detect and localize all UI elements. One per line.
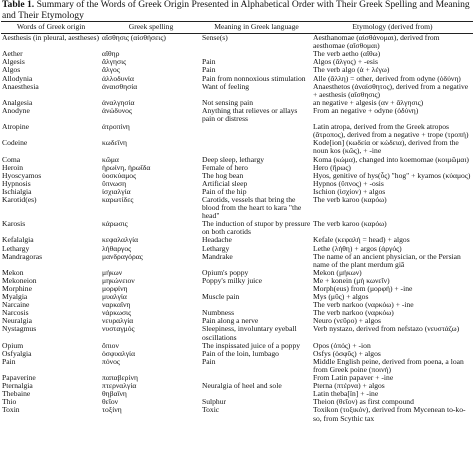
table-row: [1, 139, 473, 155]
table-row: [1, 50, 473, 58]
cell-etymology: Hero (ἥρως): [313, 163, 351, 172]
cell-meaning: Poppy's milky juice: [202, 276, 263, 285]
table-row: [1, 58, 473, 66]
cell-word: Anaesthesia: [2, 82, 39, 91]
cell-greek: ὕπνωση: [102, 179, 127, 188]
cell-meaning: Pain of the hip: [202, 187, 247, 196]
cell-word: Analgesia: [2, 98, 33, 107]
cell-etymology: From an negative + odyne (ὀδύνη): [313, 106, 419, 115]
table-row: [1, 350, 473, 358]
cell-greek: ἀνώδυνος: [102, 106, 132, 115]
cell-word: Algesis: [2, 58, 25, 67]
cell-etymology: Kefale (κεφαλή = head) + algos: [313, 236, 410, 245]
header-meaning: Meaning in Greek language: [201, 22, 312, 34]
table-row: [1, 309, 473, 317]
cell-greek: νυσταγμός: [102, 325, 135, 334]
cell-greek: μορφίνη: [102, 285, 128, 293]
cell-greek: μηκώνειον: [102, 276, 135, 285]
cell-word: Mekoneion: [2, 276, 37, 285]
cell-greek: κάρωσις: [102, 220, 128, 229]
cell-word: Aesthesis (in pleural, aestheses): [2, 33, 100, 43]
table-row: [1, 342, 473, 350]
cell-meaning: Sleepiness, involuntary eyeball oscillations: [202, 325, 297, 342]
table-row: [1, 253, 473, 269]
cell-meaning: Sense(s): [202, 33, 228, 43]
cell-greek: ὀσφυαλγία: [102, 349, 136, 358]
cell-etymology: Koma (κώμα), changed into koemomae (κοιμῶμαι): [313, 155, 469, 164]
cell-word: Codeine: [2, 139, 28, 148]
table-row: [1, 156, 473, 164]
cell-meaning: Deep sleep, lethargy: [202, 155, 265, 164]
table-header: [1, 22, 473, 34]
cell-meaning: [201, 390, 312, 398]
table-row: [1, 164, 473, 172]
table-row: [1, 293, 473, 301]
cell-etymology: Mekon (μήκων): [313, 268, 362, 277]
cell-greek: ἄλγησις: [102, 58, 127, 67]
etymology-table: [1, 21, 473, 423]
caption-label: Table 1.: [2, 0, 35, 10]
cell-etymology: The name of an ancient physician, or the Persian name of the plant merdum giā: [313, 252, 461, 269]
cell-word: Opium: [2, 341, 24, 350]
cell-greek: ἀναλγησία: [102, 98, 135, 107]
table-row: [1, 269, 473, 277]
cell-word: Pain: [2, 357, 16, 366]
cell-etymology: The verb karoo (καρόω): [313, 195, 387, 204]
cell-etymology: Middle English peine, derived from poena, a loan from Greek poine (ποινή): [313, 357, 464, 374]
cell-word: Narcaine: [2, 301, 30, 310]
cell-meaning: [201, 374, 312, 382]
cell-meaning: Sulphur: [202, 398, 227, 407]
cell-meaning: Pain along a nerve: [202, 317, 259, 326]
table-row: [1, 188, 473, 196]
cell-meaning: Pain: [202, 357, 216, 366]
cell-etymology: Osfys (ὀσφῦς) + algos: [313, 349, 381, 358]
table-row: [1, 285, 473, 293]
cell-etymology: an negative + algesis (αν + ἄλγησις): [313, 98, 424, 107]
cell-word: Papaverine: [2, 374, 36, 383]
cell-greek: ἀτροπίνη: [102, 123, 130, 132]
cell-meaning: Opium's poppy: [202, 268, 249, 277]
cell-word: Allodynia: [2, 74, 33, 83]
cell-meaning: Pain: [202, 58, 216, 67]
cell-greek: νευραλγία: [102, 317, 134, 326]
cell-greek: θεῖον: [102, 398, 119, 407]
table-row: [1, 301, 473, 309]
cell-meaning: [201, 50, 312, 58]
cell-meaning: Pain from nonnoxious stimulation: [202, 74, 306, 83]
cell-meaning: Neuralgia of heel and sole: [202, 382, 282, 391]
cell-meaning: Female of hero: [202, 163, 248, 172]
header-words: Words of Greek origin: [1, 22, 101, 34]
cell-meaning: Artificial sleep: [202, 179, 248, 188]
table-row: [1, 107, 473, 123]
cell-greek: αἴσθησις (αἰσθήσεις): [102, 33, 166, 43]
cell-word: Atropine: [2, 123, 29, 132]
cell-word: Toxin: [2, 406, 20, 415]
cell-meaning: [201, 285, 312, 293]
cell-etymology: Neuro (νεῦρο) + algos: [313, 317, 382, 326]
cell-etymology: Latin theba[ïn] + -ine: [313, 390, 379, 399]
cell-etymology: Me + konein (μὴ κωνεῖν): [313, 276, 390, 285]
cell-meaning: [201, 139, 312, 155]
table-row: [1, 245, 473, 253]
table-row: [1, 317, 473, 325]
cell-greek: ὑοσκύαμος: [102, 171, 137, 180]
cell-greek: ἰσχιαλγία: [102, 187, 131, 196]
table-row: [1, 390, 473, 398]
cell-meaning: Want of feeling: [202, 82, 250, 91]
cell-greek: καρωτίδες: [102, 195, 134, 204]
header-greek-spelling: Greek spelling: [101, 22, 201, 34]
cell-etymology: The verb narkoo (ναρκόω): [313, 309, 394, 318]
cell-etymology: Verb nystazo, derived from nefstazo (νευστάζω): [313, 325, 460, 334]
cell-etymology: Morph(eus) from (μορφή) + -ine: [313, 285, 413, 293]
table-row: [1, 34, 473, 51]
cell-meaning: Numbness: [202, 309, 235, 318]
cell-greek: ἄλγος: [102, 66, 120, 75]
table-row: [1, 172, 473, 180]
table-row: [1, 196, 473, 220]
table-row: [1, 406, 473, 422]
cell-greek: πτερναλγία: [102, 382, 137, 391]
cell-meaning: Pain: [202, 66, 216, 75]
cell-word: Nystagmus: [2, 325, 37, 334]
cell-meaning: Headache: [202, 236, 232, 245]
cell-word: Thebaine: [2, 390, 31, 399]
cell-meaning: Muscle pain: [202, 293, 240, 302]
table-body: [1, 34, 473, 423]
table-row: [1, 358, 473, 374]
table-row: [1, 123, 473, 139]
cell-etymology: Lethe (λήθη) + argos (ἀργός): [313, 244, 402, 253]
cell-greek: πόνος: [102, 357, 120, 366]
table-row: [1, 374, 473, 382]
cell-word: Hyoscyamos: [2, 171, 42, 180]
cell-meaning: Pain of the loin, lumbago: [202, 349, 279, 358]
caption-text: Summary of the Words of Greek Origin Presented in Alphabetical Order with Their Greek Spelling and Meaning and Their Etymology: [2, 0, 470, 21]
cell-word: Heroin: [2, 163, 24, 172]
cell-greek: ὄπιον: [102, 341, 119, 350]
table-row: [1, 75, 473, 83]
table-row: [1, 66, 473, 74]
cell-meaning: The inspissated juice of a poppy: [202, 341, 301, 350]
cell-meaning: Toxic: [202, 406, 220, 415]
cell-greek: κεφαλαλγία: [102, 236, 139, 245]
cell-etymology: The verb karoo (καρόω): [313, 220, 387, 229]
table-row: [1, 382, 473, 390]
cell-word: Karotid(es): [2, 195, 37, 204]
cell-word: Coma: [2, 155, 21, 164]
cell-word: Pternalgia: [2, 382, 33, 391]
cell-word: Lethargy: [2, 244, 30, 253]
table-caption: [0, 0, 474, 21]
cell-greek: μανδραγόρας: [102, 252, 143, 261]
cell-greek: ναρκαΐνη: [102, 301, 131, 310]
cell-word: Algos: [2, 66, 21, 75]
table-row: [1, 99, 473, 107]
table-row: [1, 220, 473, 236]
cell-greek: θηβαΐνη: [102, 390, 127, 399]
cell-word: Ischialgia: [2, 187, 32, 196]
cell-etymology: Ischion (ἰσχίον) + algos: [313, 187, 386, 196]
cell-word: Narcosis: [2, 309, 29, 318]
cell-etymology: Theion (θεῖον) as first compound: [313, 398, 414, 407]
table-row: [1, 83, 473, 99]
cell-greek: αἴθηρ: [102, 50, 120, 59]
cell-etymology: Alle (ἄλλη) = other, derived from odyne (ὀδύνη): [313, 74, 461, 83]
cell-greek: τοξίνη: [102, 406, 122, 415]
cell-greek: ἡρωίνη, ἡρωΐδα: [102, 163, 151, 172]
cell-etymology: Anaesthetos (ἀναίσθητος), derived from a negative + aesthesis (αἴσθησις): [313, 82, 469, 99]
cell-meaning: The hog bean: [202, 171, 244, 180]
cell-etymology: Toxikon (τοξικόν), derived from Mycenean to-ko-so, from Scythic tax: [313, 406, 466, 423]
cell-word: Morphine: [2, 285, 32, 293]
table-row: [1, 180, 473, 188]
table-row: [1, 325, 473, 341]
cell-word: Karosis: [2, 220, 26, 229]
table-row: [1, 277, 473, 285]
cell-word: Mekon: [2, 268, 24, 277]
cell-greek: ἀναισθησία: [102, 82, 138, 91]
cell-etymology: Pterna (πτέρνα) + algos: [313, 382, 385, 391]
header-row: [1, 22, 473, 34]
cell-word: Anodyne: [2, 106, 30, 115]
cell-greek: μυαλγία: [102, 293, 127, 302]
cell-etymology: From Latin papaver + -ine: [313, 374, 394, 383]
cell-etymology: Mys (μῦς) + algos: [313, 293, 369, 302]
cell-meaning: [201, 301, 312, 309]
table-row: [1, 236, 473, 244]
table-row: [1, 398, 473, 406]
cell-meaning: [201, 123, 312, 139]
cell-meaning: Mandrake: [202, 252, 233, 261]
header-etymology: Etymology (derived from): [312, 22, 473, 34]
cell-word: Neuralgia: [2, 317, 32, 326]
cell-etymology: Aesthanomae (αἰσθάνομαι), derived from aesthomae (αἴσθομαι): [313, 33, 440, 51]
cell-greek: παπαβερίνη: [102, 374, 138, 383]
cell-word: Aether: [2, 50, 23, 59]
cell-meaning: The induction of stupor by pressure on both carotids: [202, 220, 311, 237]
cell-meaning: Not sensing pain: [202, 98, 254, 107]
cell-word: Osfyalgia: [2, 349, 32, 358]
cell-word: Thio: [2, 398, 17, 407]
cell-greek: νάρκωσις: [102, 309, 132, 318]
cell-etymology: Hypnos (ὕπνος) + -osis: [313, 179, 384, 188]
cell-meaning: Carotids, vessels that bring the blood from the heart to kara "the head": [202, 195, 302, 221]
cell-greek: κῶμα: [102, 155, 119, 164]
cell-meaning: Lethargy: [202, 244, 230, 253]
cell-etymology: The verb algo (ἀ + λέγω): [313, 66, 390, 75]
cell-word: Kefalalgia: [2, 236, 34, 245]
cell-meaning: Anything that relieves or allays pain or distress: [202, 106, 298, 124]
cell-word: Mandragoras: [2, 252, 43, 261]
cell-etymology: Hyos, genitive of hys(ὗς) "hog" + kyamos (κύαμος): [313, 171, 471, 180]
cell-greek: λήθαργος: [102, 244, 132, 253]
cell-word: Myalgia: [2, 293, 28, 302]
cell-word: Hypnosis: [2, 179, 31, 188]
cell-greek: κωδεΐνη: [102, 139, 127, 148]
cell-etymology: Latin atropa, derived from the Greek atropos (ἄτροπος), derived from a negative + trope (τροπή): [313, 123, 469, 140]
cell-etymology: The verb aetho (αἴθω): [313, 50, 381, 59]
cell-etymology: The verb narkoo (ναρκόω) + -ine: [313, 301, 414, 310]
cell-greek: ἀλλοδυνία: [102, 74, 134, 83]
cell-etymology: Kode[ion] (κωδεία or κώδεια), derived from the noun kos (κῶς), + -ine: [313, 139, 459, 156]
cell-etymology: Algos (ἄλγος) + -esis: [313, 58, 378, 67]
cell-greek: μήκων: [102, 268, 123, 277]
cell-etymology: Opos (ὀπός) + -ion: [313, 341, 371, 350]
